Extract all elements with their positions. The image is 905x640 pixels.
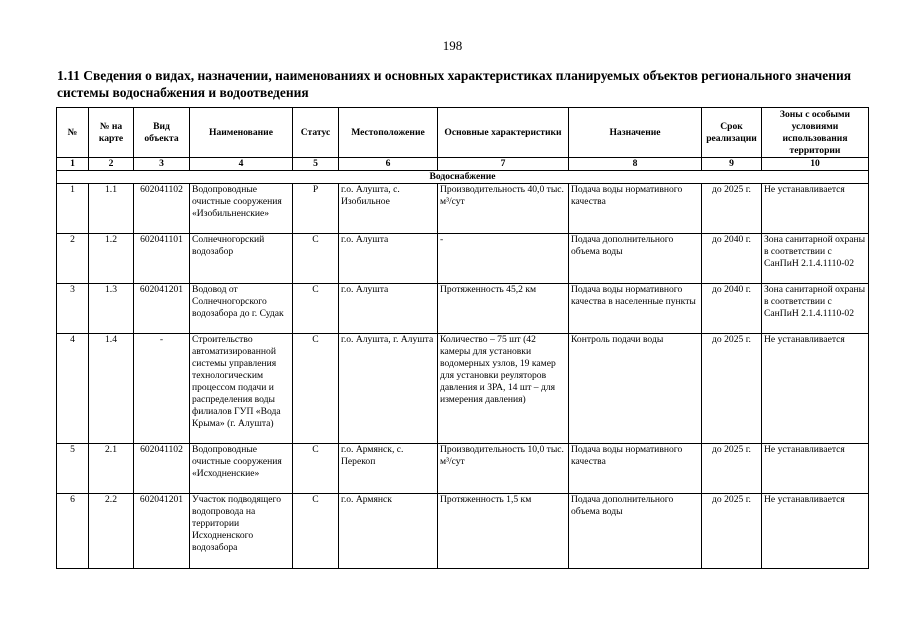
cell-zones: Зона санитарной охраны в соответствии с СанПиН 2.1.4.1110-02 (762, 284, 869, 334)
cell-name: Участок подводящего водопровода на территории Исходненского водозабора (190, 494, 293, 569)
section-title: 1.11 Сведения о видах, назначении, наименованиях и основных характеристиках планируемых объектов регионального значения системы водоснабжения и водоотведения (57, 68, 852, 100)
cell-characteristics: Производительность 10,0 тыс. м³/сут (438, 444, 569, 494)
cell-map-no: 1.4 (89, 334, 134, 444)
header-purpose: Назначение (569, 108, 702, 158)
cell-object-type: 602041102 (134, 184, 190, 234)
cell-map-no: 1.2 (89, 234, 134, 284)
column-number: 6 (339, 158, 438, 171)
cell-purpose: Подача воды нормативного качества (569, 444, 702, 494)
cell-term: до 2025 г. (702, 494, 762, 569)
page-number: 198 (442, 38, 463, 53)
cell-characteristics: Протяженность 45,2 км (438, 284, 569, 334)
cell-location: г.о. Алушта (339, 234, 438, 284)
cell-characteristics: Количество – 75 шт (42 камеры для установки водомерных узлов, 19 камер для установки реуляторов давления и ЗРА, 14 шт – для измерения давления) (438, 334, 569, 444)
cell-no: 3 (57, 284, 89, 334)
cell-no: 2 (57, 234, 89, 284)
table-row (57, 444, 869, 494)
cell-location: г.о. Алушта, г. Алушта (339, 334, 438, 444)
cell-purpose: Подача воды нормативного качества (569, 184, 702, 234)
cell-purpose: Подача дополнительного объема воды (569, 234, 702, 284)
cell-object-type: 602041201 (134, 494, 190, 569)
cell-term: до 2040 г. (702, 284, 762, 334)
objects-table (56, 107, 869, 569)
cell-name: Водовод от Солнечногорского водозабора до г. Судак (190, 284, 293, 334)
cell-location: г.о. Армянск (339, 494, 438, 569)
cell-zones: Не устанавливается (762, 334, 869, 444)
column-number: 10 (762, 158, 869, 171)
header-status: Статус (293, 108, 339, 158)
header-no: № (57, 108, 89, 158)
cell-object-type: 602041101 (134, 234, 190, 284)
cell-status: С (293, 284, 339, 334)
cell-purpose: Подача дополнительного объема воды (569, 494, 702, 569)
cell-status: С (293, 334, 339, 444)
cell-no: 6 (57, 494, 89, 569)
cell-location: г.о. Алушта, с. Изобильное (339, 184, 438, 234)
cell-map-no: 1.1 (89, 184, 134, 234)
section-row (57, 171, 869, 184)
cell-term: до 2025 г. (702, 444, 762, 494)
cell-object-type: 602041201 (134, 284, 190, 334)
column-number: 5 (293, 158, 339, 171)
table-row (57, 334, 869, 444)
column-number: 1 (57, 158, 89, 171)
cell-purpose: Контроль подачи воды (569, 334, 702, 444)
cell-object-type: - (134, 334, 190, 444)
column-number: 2 (89, 158, 134, 171)
column-number: 4 (190, 158, 293, 171)
header-object-type: Вид объекта (134, 108, 190, 158)
header-name: Наименование (190, 108, 293, 158)
table-header-row (57, 108, 869, 158)
column-number: 9 (702, 158, 762, 171)
cell-map-no: 2.2 (89, 494, 134, 569)
cell-name: Водопроводные очистные сооружения «Исходненские» (190, 444, 293, 494)
cell-characteristics: - (438, 234, 569, 284)
cell-map-no: 2.1 (89, 444, 134, 494)
cell-location: г.о. Армянск, с. Перекоп (339, 444, 438, 494)
cell-zones: Зона санитарной охраны в соответствии с СанПиН 2.1.4.1110-02 (762, 234, 869, 284)
cell-status: Р (293, 184, 339, 234)
table-row (57, 284, 869, 334)
cell-no: 5 (57, 444, 89, 494)
header-characteristics: Основные характеристики (438, 108, 569, 158)
cell-characteristics: Производительность 40,0 тыс. м³/сут (438, 184, 569, 234)
cell-status: С (293, 234, 339, 284)
column-numbers-row (57, 158, 869, 171)
column-number: 8 (569, 158, 702, 171)
cell-characteristics: Протяженность 1,5 км (438, 494, 569, 569)
cell-object-type: 602041102 (134, 444, 190, 494)
column-number: 3 (134, 158, 190, 171)
header-term: Срок реализации (702, 108, 762, 158)
cell-name: Водопроводные очистные сооружения «Изобильненские» (190, 184, 293, 234)
cell-name: Солнечногорский водозабор (190, 234, 293, 284)
cell-purpose: Подача воды нормативного качества в населенные пункты (569, 284, 702, 334)
header-zones: Зоны с особыми условиями использования территории (762, 108, 869, 158)
cell-zones: Не устанавливается (762, 444, 869, 494)
cell-no: 4 (57, 334, 89, 444)
cell-name: Строительство автоматизированной системы управления технологическим процессом подачи и распределения воды филиалов ГУП «Вода Крыма» (г. Алушта) (190, 334, 293, 444)
table-row (57, 184, 869, 234)
table-row (57, 234, 869, 284)
cell-zones: Не устанавливается (762, 184, 869, 234)
cell-map-no: 1.3 (89, 284, 134, 334)
section-label: Водоснабжение (57, 171, 869, 184)
cell-status: С (293, 494, 339, 569)
cell-term: до 2025 г. (702, 184, 762, 234)
table-row (57, 494, 869, 569)
cell-zones: Не устанавливается (762, 494, 869, 569)
cell-term: до 2025 г. (702, 334, 762, 444)
cell-no: 1 (57, 184, 89, 234)
column-number: 7 (438, 158, 569, 171)
header-location: Местоположение (339, 108, 438, 158)
cell-status: С (293, 444, 339, 494)
header-map-no: № на карте (89, 108, 134, 158)
cell-location: г.о. Алушта (339, 284, 438, 334)
cell-term: до 2040 г. (702, 234, 762, 284)
